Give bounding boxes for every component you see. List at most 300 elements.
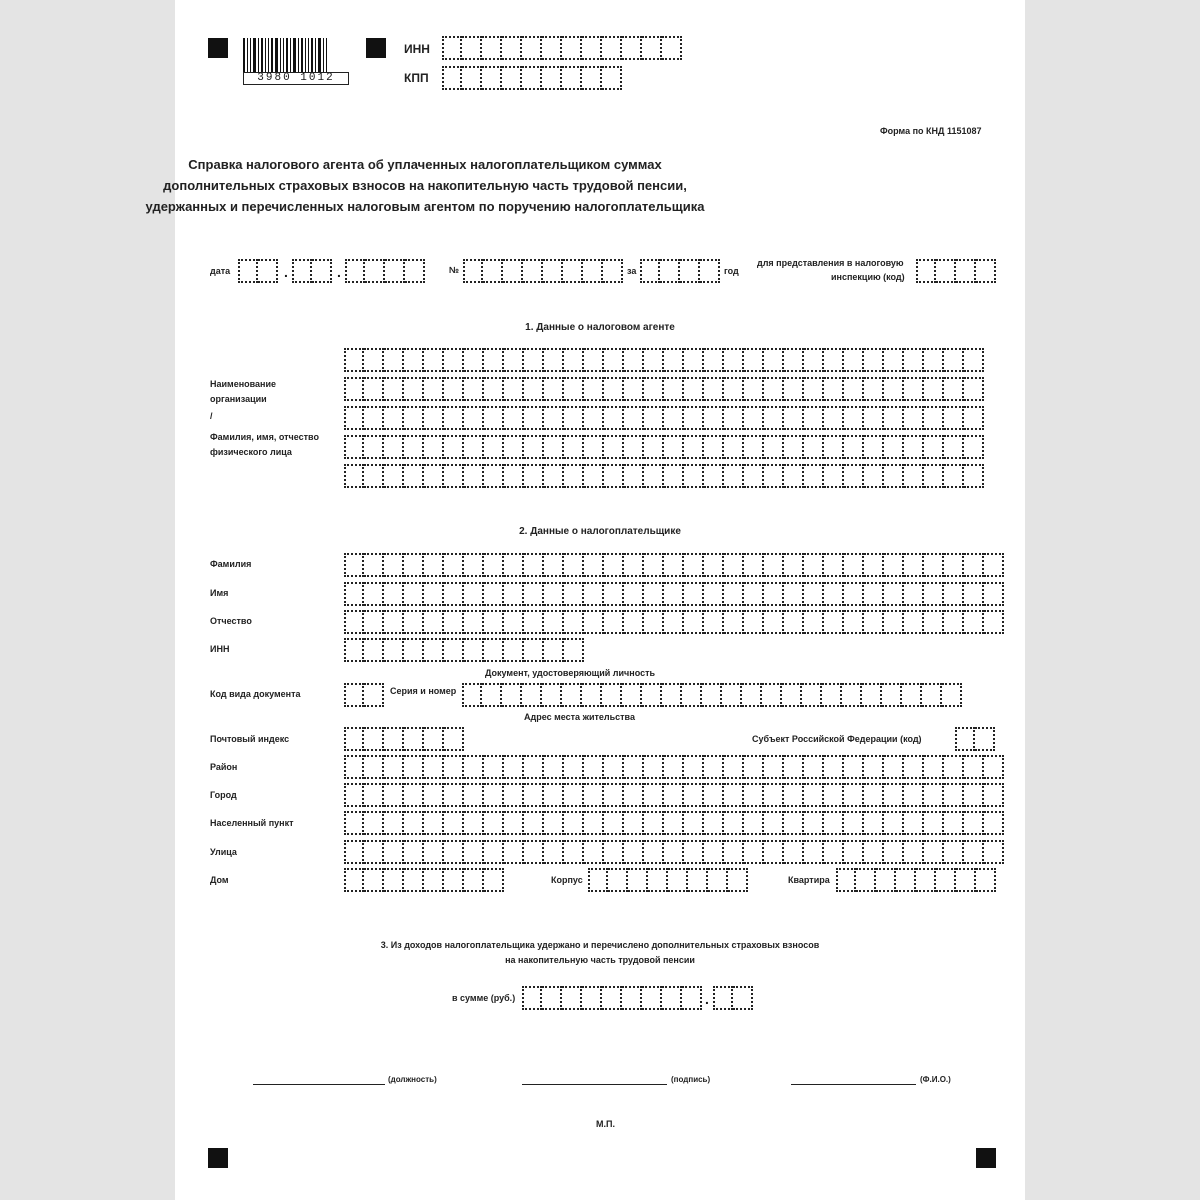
char-cell[interactable]	[764, 348, 784, 372]
char-cell[interactable]	[524, 783, 544, 807]
char-cell[interactable]	[862, 683, 882, 707]
inn-cells[interactable]	[442, 36, 682, 60]
char-cell[interactable]	[344, 638, 364, 662]
char-cell[interactable]	[884, 377, 904, 401]
char-cell[interactable]	[544, 638, 564, 662]
char-cell[interactable]	[424, 868, 444, 892]
char-cell[interactable]	[864, 406, 884, 430]
char-cell[interactable]	[582, 66, 602, 90]
char-cell[interactable]	[484, 435, 504, 459]
char-cell[interactable]	[924, 783, 944, 807]
char-cell[interactable]	[804, 377, 824, 401]
char-cell[interactable]	[584, 435, 604, 459]
char-cell[interactable]	[876, 868, 896, 892]
char-cell[interactable]	[864, 553, 884, 577]
char-cell[interactable]	[682, 683, 702, 707]
char-cell[interactable]	[344, 464, 364, 488]
char-cell[interactable]	[644, 553, 664, 577]
char-cell[interactable]	[744, 610, 764, 634]
char-cell[interactable]	[364, 582, 384, 606]
char-cell[interactable]	[484, 406, 504, 430]
char-cell[interactable]	[642, 986, 662, 1010]
char-cell[interactable]	[956, 868, 976, 892]
char-cell[interactable]	[684, 464, 704, 488]
char-cell[interactable]	[824, 840, 844, 864]
char-cell[interactable]	[644, 755, 664, 779]
char-cell[interactable]	[702, 683, 722, 707]
char-cell[interactable]	[564, 755, 584, 779]
char-cell[interactable]	[684, 840, 704, 864]
amount-rubles-cells[interactable]	[522, 986, 702, 1010]
char-cell[interactable]	[604, 435, 624, 459]
char-cell[interactable]	[312, 259, 332, 283]
char-cell[interactable]	[944, 464, 964, 488]
char-cell[interactable]	[664, 464, 684, 488]
char-cell[interactable]	[524, 755, 544, 779]
char-cell[interactable]	[444, 435, 464, 459]
char-cell[interactable]	[916, 259, 936, 283]
char-cell[interactable]	[684, 582, 704, 606]
char-cell[interactable]	[964, 811, 984, 835]
char-cell[interactable]	[764, 811, 784, 835]
char-cell[interactable]	[444, 464, 464, 488]
char-cell[interactable]	[524, 553, 544, 577]
fio-line[interactable]	[791, 1084, 916, 1085]
char-cell[interactable]	[864, 377, 884, 401]
char-cell[interactable]	[844, 755, 864, 779]
char-cell[interactable]	[824, 783, 844, 807]
agent-name-row-2[interactable]	[344, 377, 984, 401]
char-cell[interactable]	[924, 406, 944, 430]
char-cell[interactable]	[836, 868, 856, 892]
char-cell[interactable]	[604, 840, 624, 864]
char-cell[interactable]	[424, 840, 444, 864]
char-cell[interactable]	[944, 348, 964, 372]
char-cell[interactable]	[728, 868, 748, 892]
postcode-cells[interactable]	[344, 727, 464, 751]
char-cell[interactable]	[864, 582, 884, 606]
char-cell[interactable]	[842, 683, 862, 707]
char-cell[interactable]	[584, 406, 604, 430]
char-cell[interactable]	[562, 986, 582, 1010]
char-cell[interactable]	[804, 783, 824, 807]
locality-cells[interactable]	[344, 811, 1004, 835]
char-cell[interactable]	[584, 783, 604, 807]
char-cell[interactable]	[604, 464, 624, 488]
char-cell[interactable]	[704, 377, 724, 401]
char-cell[interactable]	[462, 36, 482, 60]
char-cell[interactable]	[588, 868, 608, 892]
char-cell[interactable]	[544, 610, 564, 634]
char-cell[interactable]	[644, 348, 664, 372]
char-cell[interactable]	[604, 406, 624, 430]
char-cell[interactable]	[624, 840, 644, 864]
char-cell[interactable]	[644, 406, 664, 430]
char-cell[interactable]	[784, 610, 804, 634]
char-cell[interactable]	[385, 259, 405, 283]
char-cell[interactable]	[582, 986, 602, 1010]
char-cell[interactable]	[882, 683, 902, 707]
char-cell[interactable]	[664, 377, 684, 401]
char-cell[interactable]	[344, 783, 364, 807]
char-cell[interactable]	[944, 755, 964, 779]
char-cell[interactable]	[762, 683, 782, 707]
char-cell[interactable]	[884, 610, 904, 634]
char-cell[interactable]	[844, 435, 864, 459]
char-cell[interactable]	[984, 840, 1004, 864]
char-cell[interactable]	[884, 553, 904, 577]
char-cell[interactable]	[662, 36, 682, 60]
char-cell[interactable]	[524, 377, 544, 401]
char-cell[interactable]	[622, 986, 642, 1010]
number-cells[interactable]	[463, 259, 623, 283]
char-cell[interactable]	[964, 377, 984, 401]
char-cell[interactable]	[964, 553, 984, 577]
char-cell[interactable]	[668, 868, 688, 892]
char-cell[interactable]	[955, 727, 975, 751]
char-cell[interactable]	[942, 683, 962, 707]
char-cell[interactable]	[464, 783, 484, 807]
house-cells[interactable]	[344, 868, 504, 892]
char-cell[interactable]	[924, 755, 944, 779]
char-cell[interactable]	[644, 840, 664, 864]
char-cell[interactable]	[424, 377, 444, 401]
char-cell[interactable]	[662, 986, 682, 1010]
char-cell[interactable]	[944, 610, 964, 634]
char-cell[interactable]	[624, 464, 644, 488]
char-cell[interactable]	[344, 582, 364, 606]
char-cell[interactable]	[502, 66, 522, 90]
char-cell[interactable]	[624, 435, 644, 459]
char-cell[interactable]	[504, 348, 524, 372]
char-cell[interactable]	[824, 406, 844, 430]
char-cell[interactable]	[824, 811, 844, 835]
char-cell[interactable]	[964, 348, 984, 372]
char-cell[interactable]	[483, 259, 503, 283]
char-cell[interactable]	[713, 986, 733, 1010]
char-cell[interactable]	[684, 553, 704, 577]
char-cell[interactable]	[844, 406, 864, 430]
char-cell[interactable]	[522, 66, 542, 90]
char-cell[interactable]	[364, 840, 384, 864]
char-cell[interactable]	[442, 36, 462, 60]
char-cell[interactable]	[524, 811, 544, 835]
char-cell[interactable]	[384, 348, 404, 372]
char-cell[interactable]	[804, 811, 824, 835]
date-day-cells[interactable]	[238, 259, 278, 283]
char-cell[interactable]	[644, 582, 664, 606]
char-cell[interactable]	[704, 783, 724, 807]
char-cell[interactable]	[522, 683, 542, 707]
char-cell[interactable]	[364, 435, 384, 459]
char-cell[interactable]	[504, 377, 524, 401]
char-cell[interactable]	[975, 727, 995, 751]
char-cell[interactable]	[724, 610, 744, 634]
char-cell[interactable]	[984, 755, 1004, 779]
char-cell[interactable]	[964, 464, 984, 488]
char-cell[interactable]	[542, 36, 562, 60]
char-cell[interactable]	[524, 610, 544, 634]
char-cell[interactable]	[704, 610, 724, 634]
date-month-cells[interactable]	[292, 259, 332, 283]
char-cell[interactable]	[804, 755, 824, 779]
district-cells[interactable]	[344, 755, 1004, 779]
char-cell[interactable]	[944, 582, 964, 606]
char-cell[interactable]	[864, 811, 884, 835]
char-cell[interactable]	[424, 582, 444, 606]
char-cell[interactable]	[944, 840, 964, 864]
char-cell[interactable]	[405, 259, 425, 283]
char-cell[interactable]	[464, 435, 484, 459]
char-cell[interactable]	[856, 868, 876, 892]
char-cell[interactable]	[884, 435, 904, 459]
char-cell[interactable]	[824, 435, 844, 459]
char-cell[interactable]	[344, 868, 364, 892]
char-cell[interactable]	[584, 553, 604, 577]
char-cell[interactable]	[404, 811, 424, 835]
char-cell[interactable]	[884, 840, 904, 864]
char-cell[interactable]	[364, 638, 384, 662]
char-cell[interactable]	[904, 582, 924, 606]
year-cells[interactable]	[640, 259, 720, 283]
char-cell[interactable]	[424, 811, 444, 835]
char-cell[interactable]	[864, 348, 884, 372]
char-cell[interactable]	[704, 348, 724, 372]
char-cell[interactable]	[984, 811, 1004, 835]
char-cell[interactable]	[844, 377, 864, 401]
char-cell[interactable]	[364, 755, 384, 779]
char-cell[interactable]	[364, 683, 384, 707]
char-cell[interactable]	[824, 610, 844, 634]
char-cell[interactable]	[504, 610, 524, 634]
char-cell[interactable]	[484, 638, 504, 662]
char-cell[interactable]	[544, 377, 564, 401]
char-cell[interactable]	[604, 582, 624, 606]
char-cell[interactable]	[504, 406, 524, 430]
char-cell[interactable]	[704, 435, 724, 459]
char-cell[interactable]	[524, 435, 544, 459]
char-cell[interactable]	[524, 464, 544, 488]
char-cell[interactable]	[844, 783, 864, 807]
char-cell[interactable]	[564, 553, 584, 577]
char-cell[interactable]	[464, 406, 484, 430]
char-cell[interactable]	[384, 727, 404, 751]
char-cell[interactable]	[664, 811, 684, 835]
char-cell[interactable]	[864, 783, 884, 807]
char-cell[interactable]	[864, 840, 884, 864]
char-cell[interactable]	[704, 755, 724, 779]
building-cells[interactable]	[588, 868, 748, 892]
char-cell[interactable]	[582, 683, 602, 707]
char-cell[interactable]	[484, 811, 504, 835]
char-cell[interactable]	[404, 727, 424, 751]
char-cell[interactable]	[624, 610, 644, 634]
char-cell[interactable]	[584, 755, 604, 779]
char-cell[interactable]	[564, 464, 584, 488]
char-cell[interactable]	[764, 377, 784, 401]
char-cell[interactable]	[844, 348, 864, 372]
amount-kopecks-cells[interactable]	[713, 986, 753, 1010]
char-cell[interactable]	[544, 783, 564, 807]
char-cell[interactable]	[782, 683, 802, 707]
char-cell[interactable]	[704, 406, 724, 430]
char-cell[interactable]	[582, 36, 602, 60]
char-cell[interactable]	[364, 464, 384, 488]
char-cell[interactable]	[424, 553, 444, 577]
char-cell[interactable]	[744, 755, 764, 779]
char-cell[interactable]	[608, 868, 628, 892]
char-cell[interactable]	[384, 840, 404, 864]
char-cell[interactable]	[924, 840, 944, 864]
char-cell[interactable]	[784, 553, 804, 577]
char-cell[interactable]	[804, 610, 824, 634]
char-cell[interactable]	[444, 638, 464, 662]
char-cell[interactable]	[444, 755, 464, 779]
char-cell[interactable]	[824, 755, 844, 779]
char-cell[interactable]	[424, 783, 444, 807]
series-number-cells[interactable]	[462, 683, 962, 707]
char-cell[interactable]	[604, 610, 624, 634]
char-cell[interactable]	[648, 868, 668, 892]
char-cell[interactable]	[924, 553, 944, 577]
char-cell[interactable]	[564, 638, 584, 662]
char-cell[interactable]	[384, 377, 404, 401]
char-cell[interactable]	[603, 259, 623, 283]
char-cell[interactable]	[384, 582, 404, 606]
char-cell[interactable]	[522, 986, 542, 1010]
char-cell[interactable]	[902, 683, 922, 707]
char-cell[interactable]	[604, 755, 624, 779]
char-cell[interactable]	[464, 840, 484, 864]
char-cell[interactable]	[464, 464, 484, 488]
street-cells[interactable]	[344, 840, 1004, 864]
char-cell[interactable]	[804, 464, 824, 488]
position-line[interactable]	[253, 1084, 385, 1085]
char-cell[interactable]	[564, 610, 584, 634]
char-cell[interactable]	[884, 811, 904, 835]
char-cell[interactable]	[444, 377, 464, 401]
char-cell[interactable]	[700, 259, 720, 283]
char-cell[interactable]	[724, 348, 744, 372]
char-cell[interactable]	[504, 435, 524, 459]
char-cell[interactable]	[404, 638, 424, 662]
char-cell[interactable]	[504, 783, 524, 807]
char-cell[interactable]	[484, 582, 504, 606]
char-cell[interactable]	[684, 811, 704, 835]
char-cell[interactable]	[640, 259, 660, 283]
char-cell[interactable]	[464, 377, 484, 401]
char-cell[interactable]	[602, 36, 622, 60]
char-cell[interactable]	[764, 755, 784, 779]
char-cell[interactable]	[522, 36, 542, 60]
char-cell[interactable]	[524, 348, 544, 372]
char-cell[interactable]	[482, 66, 502, 90]
region-code-cells[interactable]	[955, 727, 995, 751]
char-cell[interactable]	[604, 553, 624, 577]
char-cell[interactable]	[784, 811, 804, 835]
char-cell[interactable]	[704, 464, 724, 488]
agent-name-row-5[interactable]	[344, 464, 984, 488]
char-cell[interactable]	[484, 348, 504, 372]
char-cell[interactable]	[844, 811, 864, 835]
char-cell[interactable]	[724, 582, 744, 606]
char-cell[interactable]	[484, 783, 504, 807]
char-cell[interactable]	[444, 811, 464, 835]
char-cell[interactable]	[904, 755, 924, 779]
char-cell[interactable]	[664, 435, 684, 459]
char-cell[interactable]	[944, 377, 964, 401]
char-cell[interactable]	[764, 435, 784, 459]
char-cell[interactable]	[462, 683, 482, 707]
char-cell[interactable]	[742, 683, 762, 707]
char-cell[interactable]	[344, 683, 364, 707]
char-cell[interactable]	[684, 435, 704, 459]
char-cell[interactable]	[482, 36, 502, 60]
char-cell[interactable]	[364, 783, 384, 807]
char-cell[interactable]	[664, 610, 684, 634]
char-cell[interactable]	[484, 464, 504, 488]
char-cell[interactable]	[504, 464, 524, 488]
char-cell[interactable]	[764, 582, 784, 606]
char-cell[interactable]	[464, 868, 484, 892]
char-cell[interactable]	[404, 435, 424, 459]
char-cell[interactable]	[784, 755, 804, 779]
char-cell[interactable]	[384, 406, 404, 430]
char-cell[interactable]	[502, 36, 522, 60]
signature-line[interactable]	[522, 1084, 667, 1085]
char-cell[interactable]	[684, 610, 704, 634]
char-cell[interactable]	[896, 868, 916, 892]
char-cell[interactable]	[524, 638, 544, 662]
char-cell[interactable]	[924, 811, 944, 835]
char-cell[interactable]	[744, 348, 764, 372]
apartment-cells[interactable]	[836, 868, 996, 892]
char-cell[interactable]	[804, 406, 824, 430]
taxpayer-inn-cells[interactable]	[344, 638, 584, 662]
char-cell[interactable]	[602, 986, 622, 1010]
char-cell[interactable]	[404, 610, 424, 634]
char-cell[interactable]	[784, 464, 804, 488]
char-cell[interactable]	[365, 259, 385, 283]
doc-code-cells[interactable]	[344, 683, 384, 707]
char-cell[interactable]	[904, 610, 924, 634]
char-cell[interactable]	[602, 66, 622, 90]
char-cell[interactable]	[724, 377, 744, 401]
char-cell[interactable]	[964, 840, 984, 864]
char-cell[interactable]	[503, 259, 523, 283]
char-cell[interactable]	[344, 406, 364, 430]
char-cell[interactable]	[964, 582, 984, 606]
char-cell[interactable]	[936, 259, 956, 283]
char-cell[interactable]	[504, 582, 524, 606]
char-cell[interactable]	[884, 406, 904, 430]
char-cell[interactable]	[733, 986, 753, 1010]
char-cell[interactable]	[784, 377, 804, 401]
char-cell[interactable]	[364, 610, 384, 634]
char-cell[interactable]	[664, 840, 684, 864]
char-cell[interactable]	[562, 683, 582, 707]
char-cell[interactable]	[904, 377, 924, 401]
char-cell[interactable]	[684, 348, 704, 372]
char-cell[interactable]	[404, 464, 424, 488]
char-cell[interactable]	[364, 868, 384, 892]
char-cell[interactable]	[924, 582, 944, 606]
char-cell[interactable]	[444, 553, 464, 577]
char-cell[interactable]	[344, 348, 364, 372]
char-cell[interactable]	[464, 610, 484, 634]
char-cell[interactable]	[404, 868, 424, 892]
char-cell[interactable]	[724, 406, 744, 430]
